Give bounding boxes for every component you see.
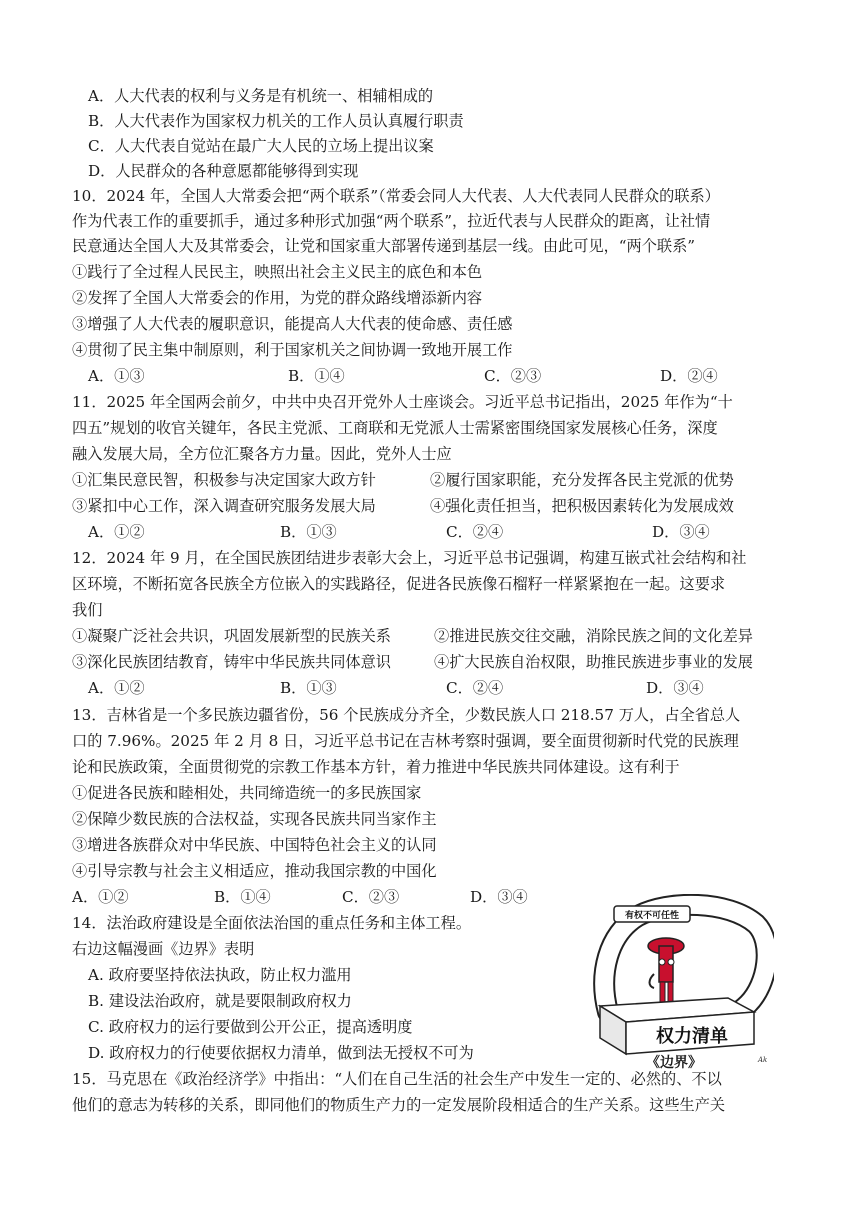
- q9-option-c: C．人大代表自觉站在最广大人民的立场上提出议案: [88, 137, 434, 155]
- q10-option-b: B．①④: [288, 367, 345, 385]
- q10-item: ②发挥了全国人大常委会的作用，为党的群众路线增添新内容: [72, 289, 483, 307]
- q13-stem-line: 13．吉林省是一个多民族边疆省份，56 个民族成分齐全，少数民族人口 218.57 万人，占全省总人: [72, 706, 741, 724]
- q12-item: ③深化民族团结教育，铸牢中华民族共同体意识: [72, 653, 391, 671]
- q11-item: ③紧扣中心工作，深入调查研究服务发展大局: [72, 497, 376, 515]
- q11-stem-line: 融入发展大局，全方位汇聚各方力量。因此，党外人士应: [72, 445, 452, 463]
- q10-option-d: D．②④: [660, 367, 718, 385]
- q11-option-d: D．③④: [652, 523, 710, 541]
- q11-stem-line: 11．2025 年全国两会前夕，中共中央召开党外人士座谈会。习近平总书记指出，2025 年作为“十: [72, 393, 733, 411]
- q12-item: ②推进民族交往交融，消除民族之间的文化差异: [434, 627, 753, 645]
- q13-option-b: B．①④: [214, 888, 271, 906]
- q10-stem-line: 民意通达全国人大及其常委会，让党和国家重大部署传递到基层一线。由此可见，“两个联系”: [72, 237, 696, 255]
- q14-option-c: C. 政府权力的运行要做到公开公正，提高透明度: [88, 1018, 413, 1036]
- q13-option-a: A．①②: [72, 888, 129, 906]
- q13-stem-line: 论和民族政策，全面贯彻党的宗教工作基本方针，着力推进中华民族共同体建设。这有利于: [72, 758, 680, 776]
- q12-option-b: B．①③: [280, 679, 337, 697]
- q14-option-b: B. 建设法治政府，就是要限制政府权力: [88, 992, 352, 1010]
- cartoon-box-text: 权力清单: [656, 1026, 728, 1047]
- q12-option-a: A．①②: [88, 679, 145, 697]
- q10-option-a: A．①③: [88, 367, 145, 385]
- q14-stem-line: 右边这幅漫画《边界》表明: [72, 940, 255, 958]
- q9-option-a: A．人大代表的权利与义务是有机统一、相辅相成的: [88, 87, 434, 105]
- q15-stem-line: 15．马克思在《政治经济学》中指出：“人们在自己生活的社会生产中发生一定的、必然的、不以: [72, 1070, 722, 1088]
- q14-stem-line: 14．法治政府建设是全面依法治国的重点任务和主体工程。: [72, 914, 472, 932]
- q13-item: ①促进各民族和睦相处，共同缔造统一的多民族国家: [72, 784, 422, 802]
- q11-item: ①汇集民意民智，积极参与决定国家大政方针: [72, 471, 376, 489]
- q13-option-c: C．②③: [342, 888, 400, 906]
- q13-item: ②保障少数民族的合法权益，实现各民族共同当家作主: [72, 810, 437, 828]
- q10-stem-line: 10．2024 年，全国人大常委会把“两个联系”（常委会同人大代表、人大代表同人民群众的联系）: [72, 187, 720, 205]
- q12-option-d: D．③④: [646, 679, 704, 697]
- q9-option-b: B．人大代表作为国家权力机关的工作人员认真履行职责: [88, 112, 464, 130]
- q14-option-a: A. 政府要坚持依法执政，防止权力滥用: [88, 966, 352, 984]
- cartoon-boundary-image: [578, 894, 774, 1074]
- q11-item: ④强化责任担当，把积极因素转化为发展成效: [430, 497, 734, 515]
- q10-option-c: C．②③: [484, 367, 542, 385]
- q13-item: ③增进各族群众对中华民族、中国特色社会主义的认同: [72, 836, 437, 854]
- q10-item: ④贯彻了民主集中制原则，利于国家机关之间协调一致地开展工作: [72, 341, 513, 359]
- q12-item: ④扩大民族自治权限，助推民族进步事业的发展: [434, 653, 753, 671]
- q11-option-b: B．①③: [280, 523, 337, 541]
- q10-item: ③增强了人大代表的履职意识，能提高人大代表的使命感、责任感: [72, 315, 513, 333]
- q12-stem-line: 区环境，不断拓宽各民族全方位嵌入的实践路径，促进各民族像石榴籽一样紧紧抱在一起。这要求: [72, 575, 726, 593]
- q9-option-d: D．人民群众的各种意愿都能够得到实现: [88, 162, 359, 180]
- q10-item: ①践行了全过程人民民主，映照出社会主义民主的底色和本色: [72, 263, 483, 281]
- q12-option-c: C．②④: [446, 679, 504, 697]
- q11-option-c: C．②④: [446, 523, 504, 541]
- q15-stem-line: 他们的意志为转移的关系，即同他们的物质生产力的一定发展阶段相适合的生产关系。这些生产关: [72, 1096, 726, 1114]
- q13-item: ④引导宗教与社会主义相适应，推动我国宗教的中国化: [72, 862, 437, 880]
- q12-stem-line: 我们: [72, 601, 103, 619]
- q11-option-a: A．①②: [88, 523, 145, 541]
- q12-item: ①凝聚广泛社会共识，巩固发展新型的民族关系: [72, 627, 391, 645]
- q13-option-d: D．③④: [470, 888, 528, 906]
- q11-stem-line: 四五”规划的收官关键年，各民主党派、工商联和无党派人士需紧密围绕国家发展核心任务，深度: [72, 419, 718, 437]
- cartoon-sign-text: 有权不可任性: [624, 911, 680, 921]
- cartoon-signature: Ak: [758, 1056, 768, 1064]
- q10-stem-line: 作为代表工作的重要抓手，通过多种形式加强“两个联系”，拉近代表与人民群众的距离，让社情: [72, 212, 711, 230]
- cartoon-caption: 《边界》: [646, 1055, 702, 1071]
- q11-item: ②履行国家职能，充分发挥各民主党派的优势: [430, 471, 734, 489]
- q14-option-d: D. 政府权力的行使要依据权力清单，做到法无授权不可为: [88, 1044, 474, 1062]
- q12-stem-line: 12．2024 年 9 月，在全国民族团结进步表彰大会上，习近平总书记强调，构建互嵌式社会结构和社: [72, 549, 747, 567]
- q13-stem-line: 口的 7.96%。2025 年 2 月 8 日，习近平总书记在吉林考察时强调，要全面贯彻新时代党的民族理: [72, 732, 739, 750]
